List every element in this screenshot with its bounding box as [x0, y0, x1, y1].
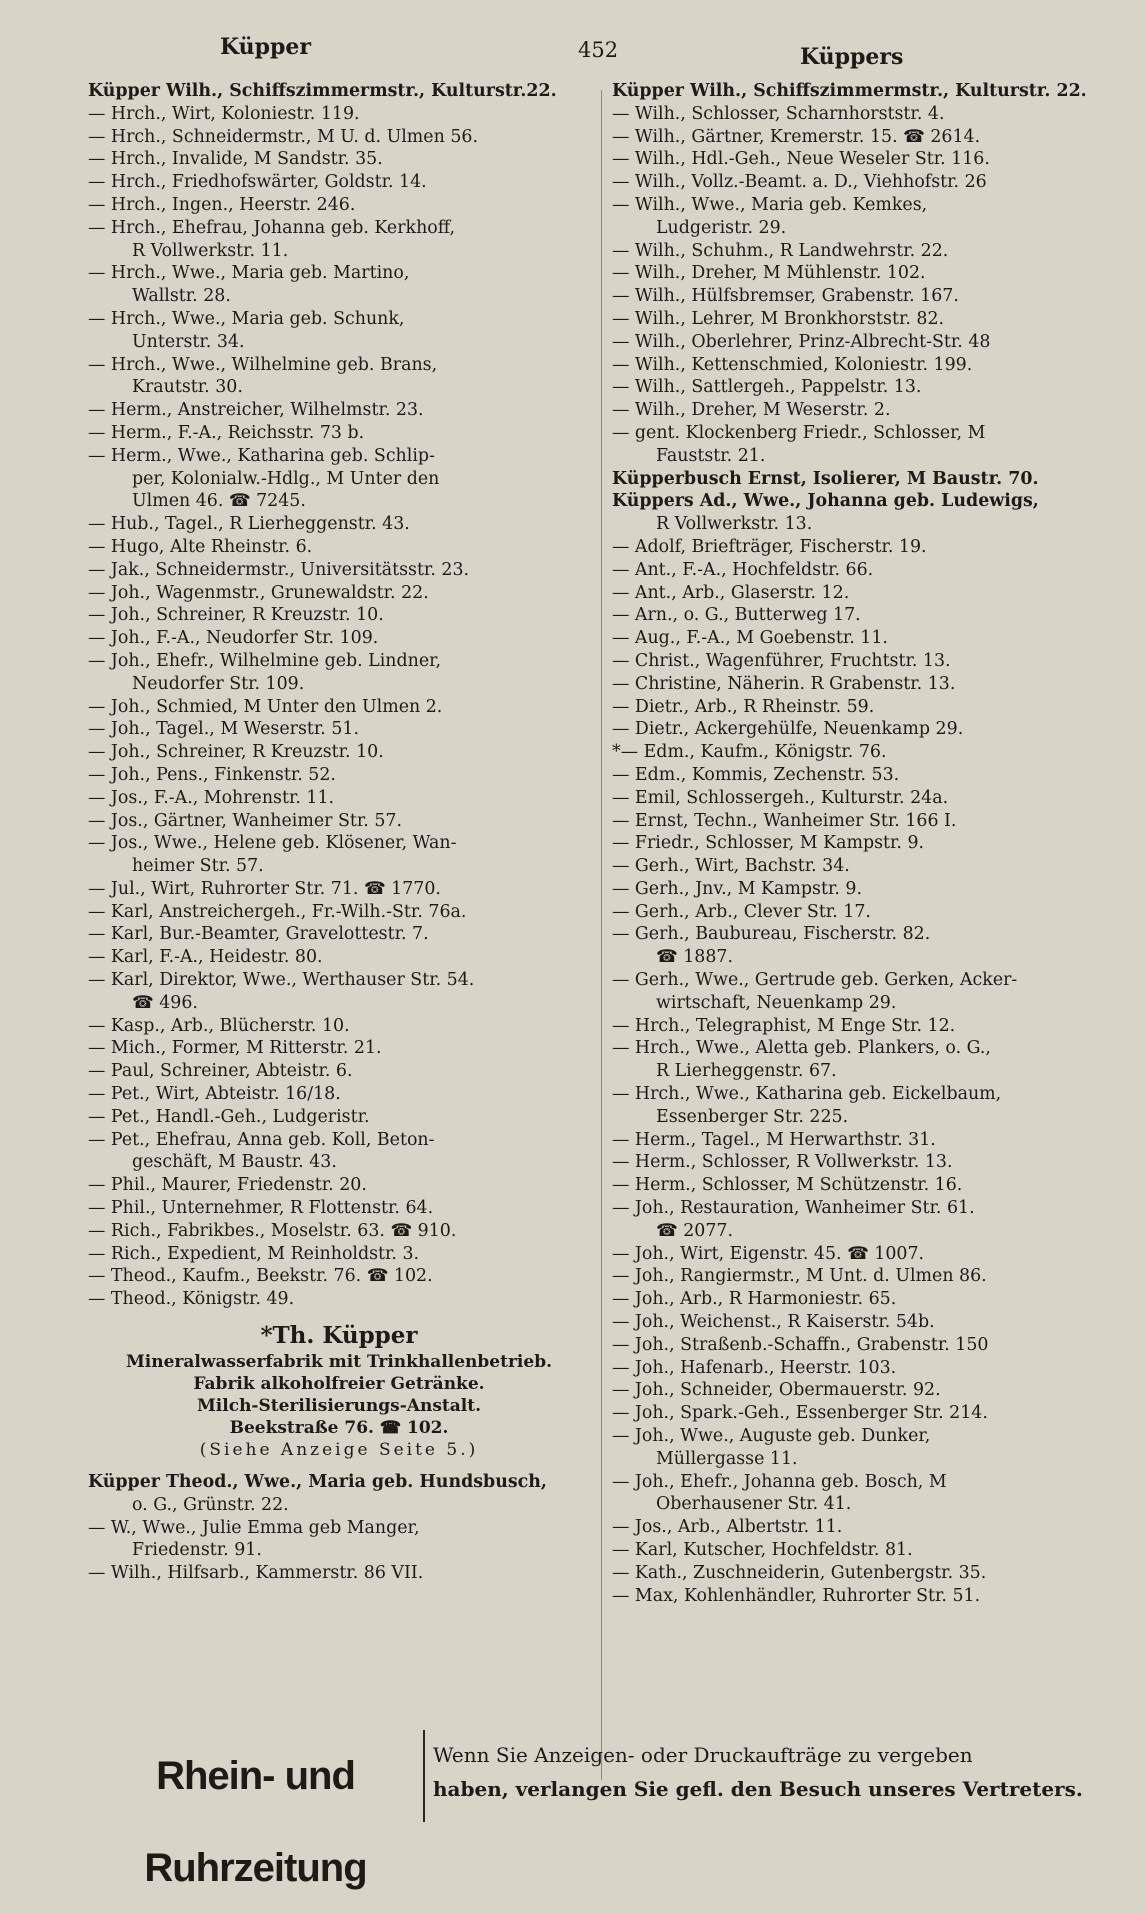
directory-entry [88, 536, 590, 559]
entry-line: — Wilh., Wwe., Maria geb. Kemkes, [612, 194, 928, 215]
directory-entry [612, 855, 1112, 878]
directory-entry [88, 946, 590, 969]
entry-line: — Joh., Schreiner, R Kreuzstr. 10. [88, 605, 384, 626]
column-divider [601, 90, 602, 1780]
directory-entry [612, 354, 1112, 377]
directory-entry [88, 1106, 590, 1129]
directory-entry [88, 1060, 590, 1083]
entry-line: — Phil., Maurer, Friedenstr. 20. [88, 1175, 367, 1196]
entry-line: — Joh., Weichenst., R Kaiserstr. 54b. [612, 1312, 935, 1333]
entry-line: — Kasp., Arb., Blücherstr. 10. [88, 1015, 350, 1036]
footer-line-1: Wenn Sie Anzeigen- oder Druckaufträge zu vergeben [433, 1743, 973, 1767]
entry-line: Küpper Wilh., Schiffszimmermstr., Kulturstr.22. [88, 81, 557, 101]
entry-line: — Pet., Wirt, Abteistr. 16/18. [88, 1084, 341, 1105]
entry-line: — Joh., Wwe., Auguste geb. Dunker, [612, 1426, 931, 1447]
directory-entry [88, 399, 590, 422]
entry-line: — Hugo, Alte Rheinstr. 6. [88, 536, 313, 557]
entry-continuation: heimer Str. 57. [132, 856, 264, 877]
directory-entry [612, 764, 1112, 787]
directory-entry [612, 1357, 1112, 1380]
entry-line: — Joh., Pens., Finkenstr. 52. [88, 764, 336, 785]
entry-line: — Dietr., Ackergehülfe, Neuenkamp 29. [612, 719, 964, 740]
entry-line: — Hrch., Wirt, Koloniestr. 119. [88, 103, 360, 124]
directory-entry [612, 559, 1112, 582]
ad-company-name: *Th. Küpper [260, 1322, 418, 1350]
entry-line: Küppers Ad., Wwe., Johanna geb. Ludewigs, [612, 491, 1039, 512]
directory-entry [612, 1425, 1112, 1471]
entry-continuation: ☎ 496. [132, 992, 198, 1013]
directory-entry [612, 1015, 1112, 1038]
directory-entry [88, 126, 590, 149]
directory-entry [612, 308, 1112, 331]
entry-line: — Hrch., Invalide, M Sandstr. 35. [88, 149, 383, 170]
entry-line: — Jos., Arb., Albertstr. 11. [612, 1517, 843, 1538]
directory-entry [612, 536, 1112, 559]
directory-entry [88, 604, 590, 627]
ad-reference: (Siehe Anzeige Seite 5.) [199, 1440, 479, 1461]
entry-line: — Ant., F.-A., Hochfeldstr. 66. [612, 559, 874, 580]
directory-entry [612, 171, 1112, 194]
entry-line: — Aug., F.-A., M Goebenstr. 11. [612, 628, 888, 649]
entry-continuation: geschäft, M Baustr. 43. [132, 1152, 337, 1173]
entry-line: — Jul., Wirt, Ruhrorter Str. 71. ☎ 1770. [88, 878, 441, 899]
entry-line: — Kath., Zuschneiderin, Gutenbergstr. 35. [612, 1562, 987, 1583]
entry-line: — Karl, Bur.-Beamter, Gravelottestr. 7. [88, 924, 429, 945]
entry-line: — Herm., Wwe., Katharina geb. Schlip- [88, 445, 435, 466]
entry-line: — Ernst, Techn., Wanheimer Str. 166 I. [612, 810, 957, 831]
entry-line: — Paul, Schreiner, Abteistr. 6. [88, 1061, 353, 1082]
entry-line: — Hrch., Wwe., Katharina geb. Eickelbaum, [612, 1084, 1002, 1105]
directory-entry [88, 354, 590, 400]
entry-line: — Joh., Hafenarb., Heerstr. 103. [612, 1357, 897, 1378]
entry-line: — Herm., Anstreicher, Wilhelmstr. 23. [88, 400, 424, 421]
entry-line: — Gerh., Wirt, Bachstr. 34. [612, 856, 850, 877]
directory-entry [612, 1539, 1112, 1562]
directory-entry [612, 650, 1112, 673]
directory-entry [88, 1174, 590, 1197]
entry-line: — W., Wwe., Julie Emma geb Manger, [88, 1517, 420, 1538]
entry-line: — Hrch., Schneidermstr., M U. d. Ulmen 56. [88, 126, 478, 147]
directory-entry [612, 1516, 1112, 1539]
entry-line: — Christine, Näherin. R Grabenstr. 13. [612, 673, 956, 694]
directory-entry [612, 1151, 1112, 1174]
entry-line: — Joh., Ehefr., Wilhelmine geb. Lindner, [88, 650, 442, 671]
entry-line: — Hrch., Wwe., Wilhelmine geb. Brans, [88, 354, 438, 375]
directory-entry [612, 240, 1112, 263]
directory-entry [88, 80, 590, 103]
entry-line: *— Edm., Kaufm., Königstr. 76. [612, 742, 887, 763]
directory-entry [612, 627, 1112, 650]
entry-line: — Hrch., Friedhofswärter, Goldstr. 14. [88, 172, 427, 193]
directory-entry [612, 1243, 1112, 1266]
directory-entry [612, 1562, 1112, 1585]
page-number: 452 [578, 38, 619, 62]
entry-continuation: per, Kolonialw.-Hdlg., M Unter den [132, 468, 440, 489]
directory-entry [88, 1265, 590, 1288]
running-head-right: Küppers [800, 44, 904, 70]
directory-entry [88, 650, 590, 696]
directory-entry [612, 1174, 1112, 1197]
entry-line: — Gerh., Baubureau, Fischerstr. 82. [612, 924, 931, 945]
entry-line: — Hrch., Wwe., Aletta geb. Plankers, o. G., [612, 1038, 991, 1059]
entry-line: — Jos., Wwe., Helene geb. Klösener, Wan- [88, 833, 457, 854]
entry-line: — Karl, Kutscher, Hochfeldstr. 81. [612, 1540, 913, 1560]
directory-entry [612, 1129, 1112, 1152]
directory-entry [612, 194, 1112, 240]
directory-entry [88, 308, 590, 354]
right-entry-list [612, 80, 1112, 1607]
directory-entry [88, 513, 590, 536]
entry-line: — Karl, Direktor, Wwe., Werthauser Str. 54. [88, 970, 475, 991]
directory-entry [88, 923, 590, 946]
directory-entry [612, 832, 1112, 855]
entry-continuation: o. G., Grünstr. 22. [132, 1494, 289, 1515]
entry-line: — Dietr., Arb., R Rheinstr. 59. [612, 696, 875, 717]
directory-entry [88, 559, 590, 582]
directory-entry [612, 1083, 1112, 1129]
directory-entry [612, 1585, 1112, 1608]
entry-line: — Max, Kohlenhändler, Ruhrorter Str. 51. [612, 1585, 981, 1606]
entry-line: — Pet., Ehefrau, Anna geb. Koll, Beton- [88, 1129, 435, 1150]
entry-line: — Karl, F.-A., Heidestr. 80. [88, 947, 323, 968]
directory-entry [612, 148, 1112, 171]
entry-continuation: Oberhausener Str. 41. [656, 1494, 852, 1515]
entry-line: — Emil, Schlossergeh., Kulturstr. 24a. [612, 787, 949, 808]
entry-line: — Joh., Straßenb.-Schaffn., Grabenstr. 150 [612, 1334, 989, 1355]
directory-entry [88, 1129, 590, 1175]
directory-entry [612, 969, 1112, 1015]
directory-entry [612, 285, 1112, 308]
directory-entry [88, 1562, 590, 1585]
directory-entry [612, 331, 1112, 354]
entry-line: — Wilh., Dreher, M Weserstr. 2. [612, 400, 891, 421]
entry-line: — Joh., Restauration, Wanheimer Str. 61. [612, 1198, 975, 1219]
running-head-left: Küpper [220, 34, 311, 60]
entry-line: — Joh., Schmied, M Unter den Ulmen 2. [88, 696, 443, 717]
entry-continuation: Friedenstr. 91. [132, 1540, 262, 1561]
directory-entry [612, 490, 1112, 536]
entry-line: Küpperbusch Ernst, Isolierer, M Baustr. 70. [612, 468, 1039, 489]
directory-entry [88, 878, 590, 901]
entry-line: — Hrch., Ehefrau, Johanna geb. Kerkhoff, [88, 217, 456, 238]
entry-continuation: R Lierheggenstr. 67. [656, 1061, 837, 1082]
ad-line-4: Beekstraße 76. ☎ 102. [229, 1418, 449, 1439]
entry-line: — Joh., Rangiermstr., M Unt. d. Ulmen 86. [612, 1266, 987, 1287]
directory-entry [612, 262, 1112, 285]
entry-continuation: Neudorfer Str. 109. [132, 673, 305, 694]
directory-entry [88, 696, 590, 719]
entry-continuation: Ludgeristr. 29. [656, 217, 787, 238]
entry-line: — Herm., Tagel., M Herwarthstr. 31. [612, 1129, 936, 1150]
entry-continuation: Fauststr. 21. [656, 445, 766, 466]
entry-line: — Christ., Wagenführer, Fruchtstr. 13. [612, 650, 951, 671]
directory-entry [88, 148, 590, 171]
directory-entry [88, 217, 590, 263]
entry-line: — Friedr., Schlosser, M Kampstr. 9. [612, 833, 925, 854]
entry-line: — Wilh., Gärtner, Kremerstr. 15. ☎ 2614. [612, 126, 981, 147]
directory-entry [88, 1197, 590, 1220]
entry-line: — Hrch., Wwe., Maria geb. Martino, [88, 263, 410, 284]
directory-entry [612, 741, 1112, 764]
entry-continuation: wirtschaft, Neuenkamp 29. [656, 992, 897, 1013]
directory-entry [612, 1288, 1112, 1311]
directory-entry [612, 604, 1112, 627]
left-entry-list [88, 80, 590, 1311]
directory-entry [612, 1265, 1112, 1288]
entry-line: — Gerh., Arb., Clever Str. 17. [612, 901, 871, 922]
entry-continuation: Krautstr. 30. [132, 377, 243, 398]
directory-entry [88, 1015, 590, 1038]
entry-line: — Herm., F.-A., Reichsstr. 73 b. [88, 422, 365, 443]
entry-line: — Mich., Former, M Ritterstr. 21. [88, 1038, 382, 1059]
directory-entry [612, 1402, 1112, 1425]
directory-entry [612, 718, 1112, 741]
advertisement-box [88, 1322, 590, 1461]
directory-entry [88, 194, 590, 217]
entry-line: — Jak., Schneidermstr., Universitätsstr. 23. [88, 559, 470, 580]
entry-line: — Joh., Schneider, Obermauerstr. 92. [612, 1380, 941, 1401]
footer-text [433, 1738, 1118, 1806]
directory-entry [612, 468, 1112, 491]
entry-continuation: Wallstr. 28. [132, 286, 231, 307]
directory-entry [612, 422, 1112, 468]
ad-line-3: Milch-Sterilisierungs-Anstalt. [196, 1396, 482, 1417]
entry-line: — Jos., Gärtner, Wanheimer Str. 57. [88, 810, 403, 831]
footer-brand: Rhein- und Ruhrzeitung [88, 1730, 425, 1822]
directory-entry [88, 1243, 590, 1266]
directory-entry [88, 1288, 590, 1311]
entry-line: — Joh., Ehefr., Johanna geb. Bosch, M [612, 1471, 947, 1492]
entry-line: — Rich., Fabrikbes., Moselstr. 63. ☎ 910. [88, 1220, 457, 1241]
directory-entry [88, 1220, 590, 1243]
entry-line: — Arn., o. G., Butterweg 17. [612, 605, 861, 626]
directory-entry [88, 627, 590, 650]
directory-entry [612, 1379, 1112, 1402]
entry-line: — Edm., Kommis, Zechenstr. 53. [612, 764, 900, 785]
directory-entry [88, 1037, 590, 1060]
directory-entry [88, 1083, 590, 1106]
directory-entry [88, 445, 590, 513]
ad-line-1: Mineralwasserfabrik mit Trinkhallenbetrieb. [125, 1352, 552, 1373]
directory-entry [88, 718, 590, 741]
directory-entry [88, 832, 590, 878]
directory-entry [88, 810, 590, 833]
entry-line: — Theod., Königstr. 49. [88, 1289, 295, 1310]
entry-line: — Herm., Schlosser, M Schützenstr. 16. [612, 1175, 963, 1196]
directory-entry [612, 80, 1112, 103]
directory-entry [612, 673, 1112, 696]
directory-entry [612, 1197, 1112, 1243]
entry-line: — Ant., Arb., Glaserstr. 12. [612, 582, 850, 603]
directory-entry [612, 1471, 1112, 1517]
entry-line: — Hrch., Ingen., Heerstr. 246. [88, 194, 356, 215]
entry-line: — gent. Klockenberg Friedr., Schlosser, M [612, 422, 986, 443]
directory-entry [88, 901, 590, 924]
right-column [612, 80, 1112, 1607]
entry-line: — Phil., Unternehmer, R Flottenstr. 64. [88, 1198, 434, 1219]
entry-continuation: Essenberger Str. 225. [656, 1106, 849, 1127]
entry-line: — Joh., Schreiner, R Kreuzstr. 10. [88, 742, 384, 763]
directory-entry [88, 103, 590, 126]
entry-line: — Joh., Arb., R Harmoniestr. 65. [612, 1289, 897, 1310]
directory-entry [612, 696, 1112, 719]
entry-line: — Jos., F.-A., Mohrenstr. 11. [88, 787, 335, 808]
directory-entry [88, 422, 590, 445]
entry-continuation: Müllergasse 11. [656, 1448, 798, 1469]
entry-line: — Hub., Tagel., R Lierheggenstr. 43. [88, 514, 410, 535]
entry-line: — Wilh., Hilfsarb., Kammerstr. 86 VII. [88, 1563, 424, 1584]
directory-entry [88, 582, 590, 605]
footer-advertisement [88, 1730, 1118, 1890]
directory-entry [88, 787, 590, 810]
directory-entry [88, 1517, 590, 1563]
directory-entry [612, 810, 1112, 833]
entry-line: — Wilh., Dreher, M Mühlenstr. 102. [612, 263, 926, 284]
entry-line: — Wilh., Schlosser, Scharnhorststr. 4. [612, 103, 945, 124]
entry-line: — Wilh., Schuhm., R Landwehrstr. 22. [612, 240, 949, 261]
directory-entry [88, 262, 590, 308]
entry-continuation: R Vollwerkstr. 11. [132, 240, 289, 261]
entry-continuation: Unterstr. 34. [132, 331, 245, 352]
entry-line: — Gerh., Wwe., Gertrude geb. Gerken, Acker- [612, 970, 1018, 991]
directory-entry [88, 969, 590, 1015]
directory-entry [612, 1334, 1112, 1357]
entry-line: — Hrch., Wwe., Maria geb. Schunk, [88, 308, 405, 329]
entry-line: Küpper Wilh., Schiffszimmermstr., Kulturstr. 22. [612, 81, 1087, 101]
entry-line: — Wilh., Sattlergeh., Pappelstr. 13. [612, 377, 922, 398]
entry-line: — Joh., F.-A., Neudorfer Str. 109. [88, 628, 379, 649]
directory-entry [612, 376, 1112, 399]
entry-line: — Hrch., Telegraphist, M Enge Str. 12. [612, 1015, 956, 1036]
entry-line: — Joh., Spark.-Geh., Essenberger Str. 214. [612, 1403, 988, 1424]
ad-line-2: Fabrik alkoholfreier Getränke. [193, 1374, 485, 1395]
directory-entry [612, 399, 1112, 422]
entry-line: — Pet., Handl.-Geh., Ludgeristr. [88, 1106, 370, 1127]
entry-line: — Adolf, Briefträger, Fischerstr. 19. [612, 536, 927, 557]
entry-line: — Wilh., Lehrer, M Bronkhorststr. 82. [612, 308, 945, 329]
directory-entry [88, 764, 590, 787]
entry-line: — Wilh., Hülfsbremser, Grabenstr. 167. [612, 286, 959, 307]
entry-line: — Wilh., Oberlehrer, Prinz-Albrecht-Str. 48 [612, 331, 991, 352]
entry-line: — Herm., Schlosser, R Vollwerkstr. 13. [612, 1152, 953, 1173]
entry-line: — Wilh., Vollz.-Beamt. a. D., Viehhofstr. 26 [612, 172, 987, 193]
directory-entry [612, 901, 1112, 924]
entry-line: — Gerh., Jnv., M Kampstr. 9. [612, 878, 862, 899]
directory-entry [88, 741, 590, 764]
page-header [0, 22, 1146, 72]
entry-line: — Karl, Anstreichergeh., Fr.-Wilh.-Str. 76a. [88, 901, 467, 922]
entry-line: — Joh., Wirt, Eigenstr. 45. ☎ 1007. [612, 1243, 925, 1264]
entry-line: Küpper Theod., Wwe., Maria geb. Hundsbusch, [88, 1472, 547, 1493]
entry-line: — Joh., Tagel., M Weserstr. 51. [88, 719, 359, 740]
entry-continuation: R Vollwerkstr. 13. [656, 514, 813, 535]
directory-entry [612, 1037, 1112, 1083]
entry-continuation: ☎ 1887. [656, 947, 733, 968]
directory-entry [612, 787, 1112, 810]
entry-line: — Rich., Expedient, M Reinholdstr. 3. [88, 1243, 420, 1264]
directory-entry [612, 103, 1112, 126]
entry-line: — Wilh., Kettenschmied, Koloniestr. 199. [612, 354, 973, 375]
entry-line: — Joh., Wagenmstr., Grunewaldstr. 22. [88, 582, 429, 603]
directory-entry [612, 923, 1112, 969]
directory-entry [612, 126, 1112, 149]
directory-entry [612, 582, 1112, 605]
entry-line: — Theod., Kaufm., Beekstr. 76. ☎ 102. [88, 1266, 433, 1287]
entry-line: — Wilh., Hdl.-Geh., Neue Weseler Str. 116. [612, 149, 990, 170]
directory-entry [88, 1471, 590, 1517]
entry-continuation: Ulmen 46. ☎ 7245. [132, 491, 306, 512]
left-entry-list-after [88, 1471, 590, 1585]
directory-entry [88, 171, 590, 194]
entry-continuation: ☎ 2077. [656, 1220, 733, 1241]
left-column [88, 80, 590, 1585]
footer-line-2: haben, verlangen Sie gefl. den Besuch unseres Vertreters. [433, 1777, 1083, 1801]
directory-entry [612, 878, 1112, 901]
directory-entry [612, 1311, 1112, 1334]
